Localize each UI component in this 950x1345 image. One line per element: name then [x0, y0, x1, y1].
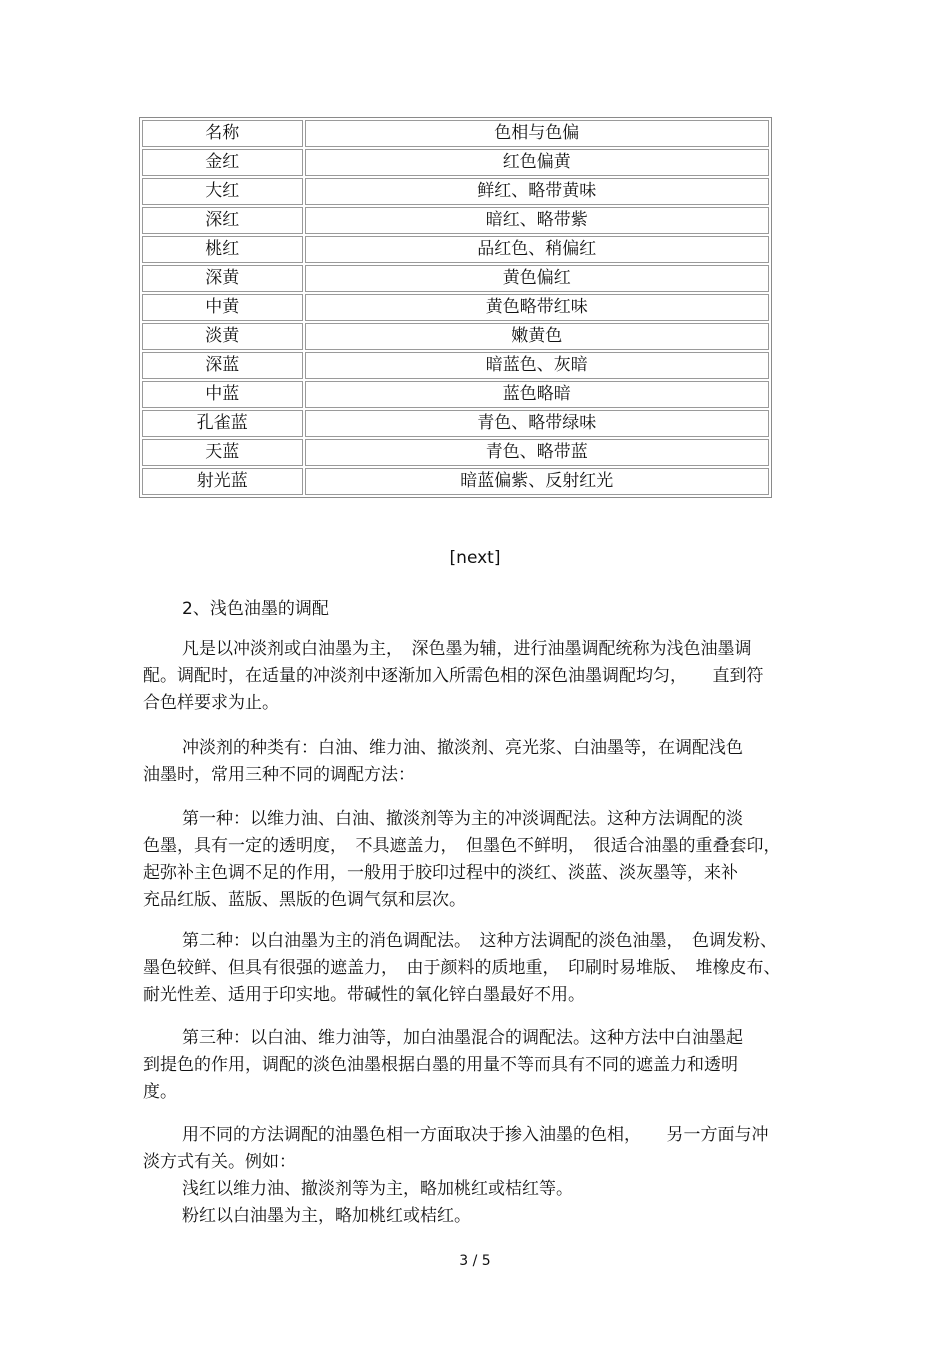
paragraph-line: 油墨时，常用三种不同的调配方法： — [143, 765, 415, 785]
table-cell-name: 孔雀蓝 — [142, 410, 303, 437]
paragraph-line: 到提色的作用，调配的淡色油墨根据白墨的用量不等而具有不同的遮盖力和透明 — [143, 1055, 738, 1075]
paragraph — [143, 928, 811, 1009]
table-cell-name: 大红 — [142, 178, 303, 205]
table-header-hue: 色相与色偏 — [305, 120, 770, 147]
table-cell-hue: 青色、略带蓝 — [305, 439, 770, 466]
table-row — [142, 352, 769, 379]
table-row — [142, 439, 769, 466]
table-row — [142, 207, 769, 234]
table-cell-hue: 暗蓝色、灰暗 — [305, 352, 770, 379]
table-cell-name: 射光蓝 — [142, 468, 303, 495]
paragraph — [143, 735, 811, 789]
paragraph-line: 浅红以维力油、撤淡剂等为主，略加桃红或桔红等。 — [182, 1179, 573, 1199]
table-row — [142, 410, 769, 437]
paragraph — [143, 1025, 811, 1106]
paragraph-line: 度。 — [143, 1082, 177, 1102]
table-cell-hue: 红色偏黄 — [305, 149, 770, 176]
paragraph-line: 用不同的方法调配的油墨色相一方面取决于掺入油墨的色相， 另一方面与冲 — [182, 1125, 769, 1145]
paragraph-line: 凡是以冲淡剂或白油墨为主， 深色墨为辅，进行油墨调配统称为浅色油墨调 — [182, 639, 752, 659]
paragraph — [143, 636, 811, 717]
table-row — [142, 178, 769, 205]
table-cell-name: 桃红 — [142, 236, 303, 263]
paragraph-line: 起弥补主色调不足的作用，一般用于胶印过程中的淡红、淡蓝、淡灰墨等，来补 — [143, 863, 738, 883]
table-cell-hue: 品红色、稍偏红 — [305, 236, 770, 263]
table-header-row — [142, 120, 769, 147]
table-cell-hue: 暗蓝偏紫、反射红光 — [305, 468, 770, 495]
paragraph-line: 配。调配时，在适量的冲淡剂中逐渐加入所需色相的深色油墨调配均匀， 直到符 — [143, 666, 764, 686]
table-row — [142, 381, 769, 408]
table-cell-name: 深红 — [142, 207, 303, 234]
table-row — [142, 468, 769, 495]
paragraph-line: 合色样要求为止。 — [143, 693, 279, 713]
table-cell-hue: 蓝色略暗 — [305, 381, 770, 408]
paragraph-line: 淡方式有关。例如： — [143, 1152, 296, 1172]
paragraph — [143, 1122, 811, 1230]
paragraph-line: 第一种：以维力油、白油、撤淡剂等为主的冲淡调配法。这种方法调配的淡 — [182, 809, 743, 829]
section-title: 2、浅色油墨的调配 — [182, 599, 329, 619]
paragraph-line: 第二种：以白油墨为主的消色调配法。 这种方法调配的淡色油墨， 色调发粉、 — [182, 931, 777, 951]
table-cell-name: 深蓝 — [142, 352, 303, 379]
table-cell-hue: 黄色略带红味 — [305, 294, 770, 321]
table-row — [142, 294, 769, 321]
table-cell-hue: 暗红、略带紫 — [305, 207, 770, 234]
paragraph-line: 色墨，具有一定的透明度， 不具遮盖力， 但墨色不鲜明， 很适合油墨的重叠套印， — [143, 836, 781, 856]
table-cell-name: 淡黄 — [142, 323, 303, 350]
table-cell-name: 中黄 — [142, 294, 303, 321]
table-cell-hue: 青色、略带绿味 — [305, 410, 770, 437]
next-link[interactable]: [next] — [449, 548, 501, 568]
page-number: 3 / 5 — [459, 1253, 491, 1269]
table-cell-name: 金红 — [142, 149, 303, 176]
ink-hue-table — [139, 117, 772, 498]
table-row — [142, 236, 769, 263]
table-row — [142, 149, 769, 176]
table-header-name: 名称 — [142, 120, 303, 147]
table-cell-hue: 鲜红、略带黄味 — [305, 178, 770, 205]
table-cell-hue: 黄色偏红 — [305, 265, 770, 292]
paragraph-line: 耐光性差、适用于印实地。带碱性的氧化锌白墨最好不用。 — [143, 985, 585, 1005]
paragraph-line: 冲淡剂的种类有：白油、维力油、撤淡剂、亮光浆、白油墨等，在调配浅色 — [182, 738, 743, 758]
table-row — [142, 323, 769, 350]
table-cell-name: 天蓝 — [142, 439, 303, 466]
table-row — [142, 265, 769, 292]
paragraph-line: 充品红版、蓝版、黑版的色调气氛和层次。 — [143, 890, 466, 910]
table-cell-name: 中蓝 — [142, 381, 303, 408]
paragraph — [143, 806, 811, 914]
table-cell-name: 深黄 — [142, 265, 303, 292]
paragraph-line: 粉红以白油墨为主，略加桃红或桔红。 — [182, 1206, 471, 1226]
paragraph-line: 墨色较鲜、但具有很强的遮盖力， 由于颜料的质地重， 印刷时易堆版、 堆橡皮布、 — [143, 958, 781, 978]
table-cell-hue: 嫩黄色 — [305, 323, 770, 350]
paragraph-line: 第三种：以白油、维力油等，加白油墨混合的调配法。这种方法中白油墨起 — [182, 1028, 743, 1048]
